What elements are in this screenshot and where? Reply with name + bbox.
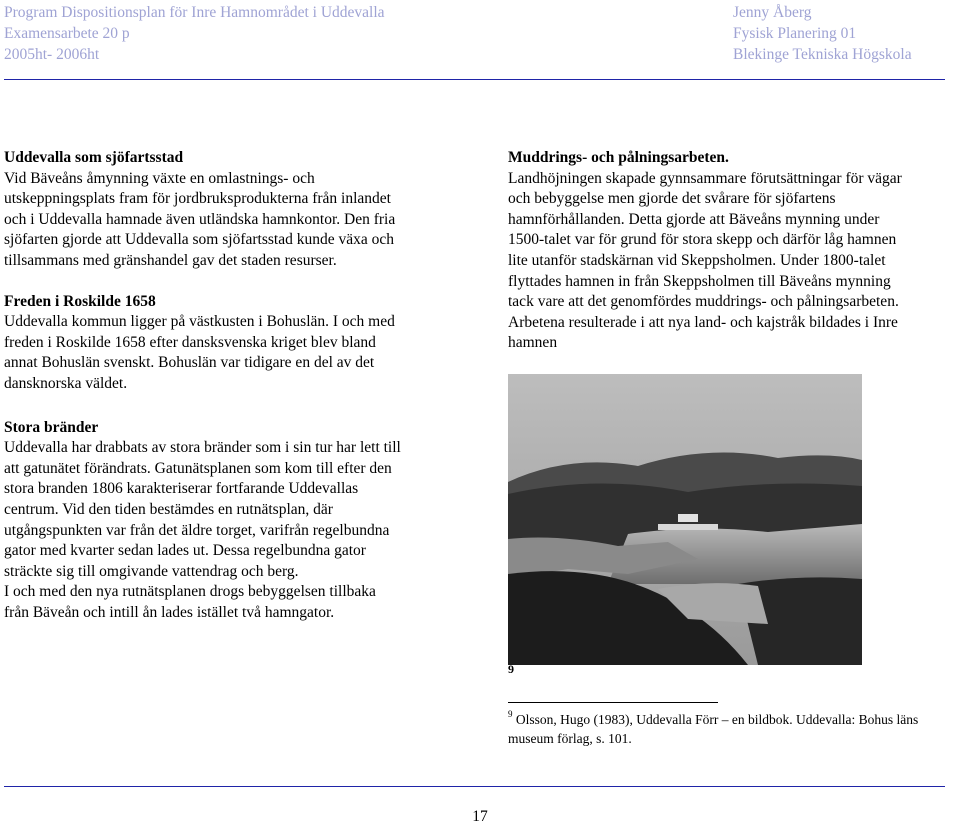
- text-line: Arbetena resulterade i att nya land- och kajstråk bildades i Inre: [508, 313, 898, 331]
- text-line: Vid Bäveåns åmynning växte en omlastnings- och: [4, 169, 315, 187]
- text-line: freden i Roskilde 1658 efter dansksvenska kriget blev bland: [4, 333, 376, 351]
- text-line: sjöfarten gjorde att Uddevalla som sjöfartsstad kunde växa och: [4, 231, 394, 249]
- text-line: sträckte sig till omgivande vattendrag och berg.: [4, 562, 299, 580]
- right-column: [508, 148, 958, 354]
- header-program: Fysisk Planering 01: [733, 25, 857, 42]
- text-line: och i Uddevalla hamnade även utländska hamnkontor. Den fria: [4, 210, 396, 228]
- text-line: tillsammans med gränshandel gav det staden resurser.: [4, 251, 337, 269]
- text-line: Uddevalla har drabbats av stora bränder som i sin tur har lett till: [4, 439, 401, 457]
- text-line: stora branden 1806 karakteriserar fortfarande Uddevallas: [4, 480, 359, 498]
- text-line: utgångspunkten var från det äldre torget, varifrån regelbundna: [4, 521, 390, 539]
- footer-rule: [4, 786, 945, 787]
- header-school: Blekinge Tekniska Högskola: [733, 46, 912, 63]
- header-term: 2005ht- 2006ht: [4, 46, 100, 63]
- footnote: [508, 710, 958, 748]
- text-line: flyttades hamnen in från Skeppsholmen till Bäveåns mynning: [508, 272, 891, 290]
- header-right: [733, 2, 912, 65]
- header-rule: [4, 79, 945, 80]
- header-left: [4, 2, 385, 65]
- text-line: utskeppningsplats fram för jordbruksprodukterna från inlandet: [4, 190, 391, 208]
- section-title-muddring: Muddrings- och pålningsarbeten.: [508, 149, 729, 166]
- text-line: Landhöjningen skapade gynnsammare förutsättningar för vägar: [508, 169, 902, 187]
- header-program-title: Program Dispositionsplan för Inre Hamnområdet i Uddevalla: [4, 4, 385, 21]
- text-line: I och med den nya rutnätsplanen drogs bebyggelsen tillbaka: [4, 583, 376, 601]
- photo-footnote-marker: 9: [508, 662, 514, 676]
- header-author: Jenny Åberg: [733, 4, 812, 21]
- text-line: hamnen: [508, 334, 558, 352]
- page-number: 17: [472, 808, 488, 825]
- section-title-sjofartsstad: Uddevalla som sjöfartsstad: [4, 149, 184, 166]
- text-line: annat Bohuslän svenskt. Bohuslän var tidigare en del av det: [4, 354, 375, 372]
- footnote-number: 9: [508, 709, 513, 719]
- text-line: Uddevalla kommun ligger på västkusten i Bohuslän. I och med: [4, 313, 395, 331]
- footnote-text: Olsson, Hugo (1983), Uddevalla Förr – en bildbok. Uddevalla: Bohus läns museum förlag, s. 101.: [508, 712, 919, 746]
- text-line: och bebyggelse men gjorde det svårare för sjöfartens: [508, 190, 836, 208]
- text-line: från Bäveån och intill ån lades istället två hamngator.: [4, 603, 335, 621]
- text-line: 1500-talet var för grund för stora skepp och därför låg hamnen: [508, 231, 897, 249]
- text-line: lite utanför stadskärnan vid Skeppsholmen. Under 1800-talet: [508, 251, 886, 269]
- text-line: centrum. Vid den tiden bestämdes en rutnätsplan, där: [4, 500, 333, 518]
- text-line: dansknorska väldet.: [4, 374, 128, 392]
- historic-harbor-photo: [508, 374, 862, 665]
- section-title-brander: Stora bränder: [4, 418, 99, 436]
- text-line: att gatunätet förändrats. Gatunätsplanen som kom till efter den: [4, 459, 392, 477]
- header-course: Examensarbete 20 p: [4, 25, 130, 42]
- text-line: tack vare att det genomfördes muddrings- och pålningsarbeten.: [508, 293, 899, 311]
- text-line: hamnförhållanden. Detta gjorde att Bäveåns mynning under: [508, 210, 880, 228]
- section-title-freden: Freden i Roskilde 1658: [4, 292, 156, 310]
- left-column: [4, 148, 494, 623]
- text-line: gator med kvarter sedan lades ut. Dessa regelbundna gator: [4, 542, 366, 560]
- footnote-rule: [508, 702, 718, 703]
